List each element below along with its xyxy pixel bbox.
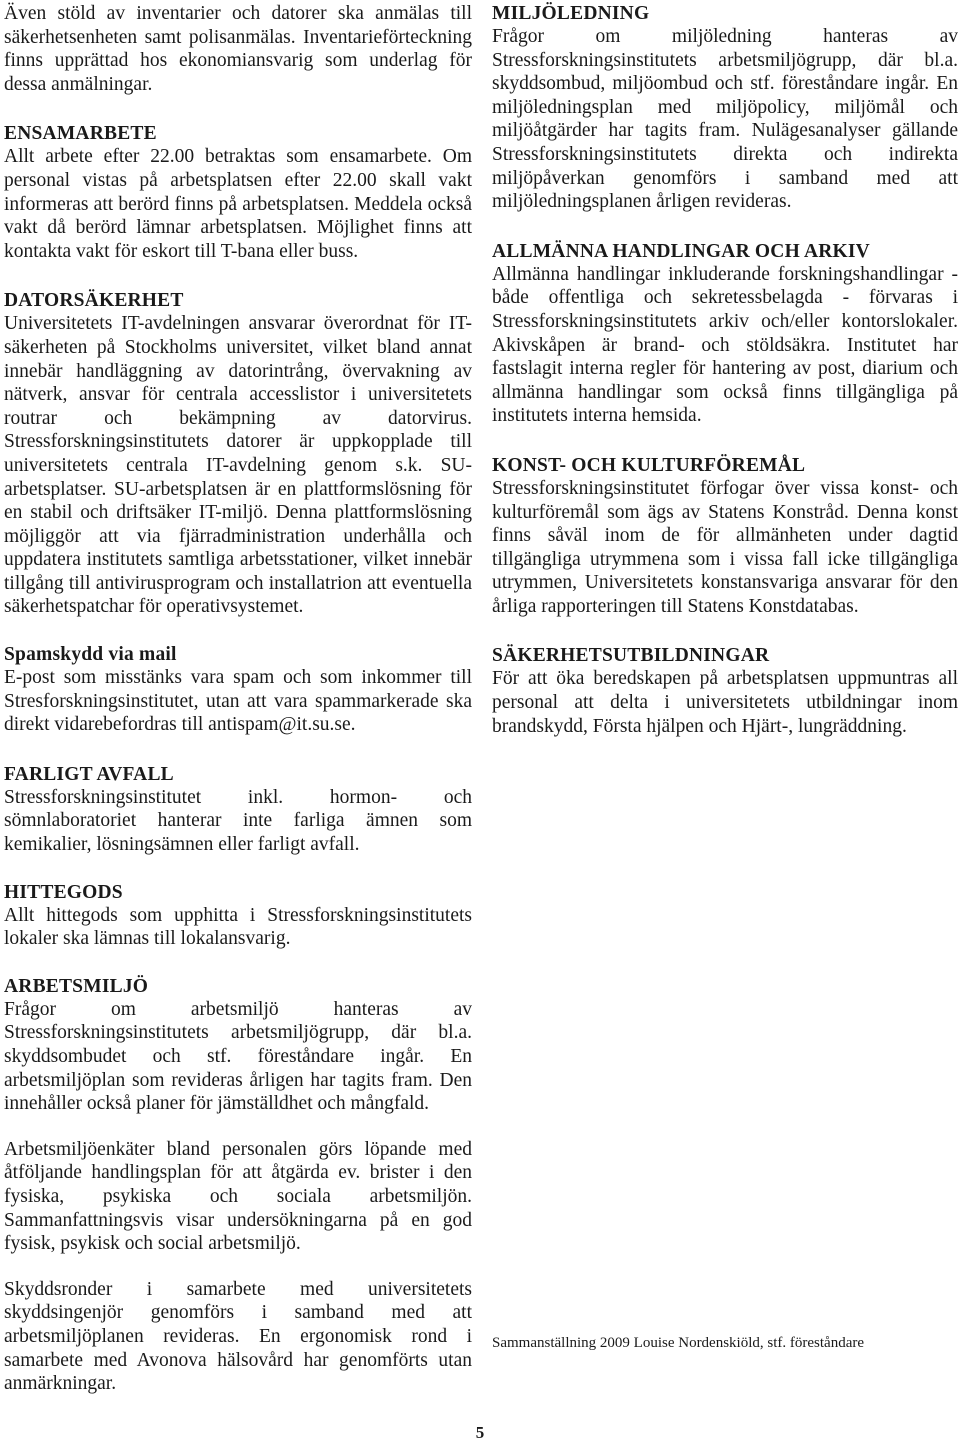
section-datorsakerhet <box>4 289 472 619</box>
section-hittegods <box>4 881 472 951</box>
section-heading: HITTEGODS <box>4 881 123 903</box>
section-text: Arbetsmiljöenkäter bland personalen görs löpande med åtföljande handlingsplan för att åtgärda ev. brister i den fysiska, psykiska och sociala arbetsmiljön. Sammanfattningsvis visar undersökningarna på en god fysisk, psykisk och social arbetsmiljö. <box>4 1138 472 1255</box>
section-text: Universitetets IT-avdelningen ansvarar överordnat för IT-säkerheten på Stockholms universitet, vilket bland annat innebär handläggning av datorintrång, övervakning av nätverk, ansvar för centrala accesslistor i universitetets routrar och bekämpning av datorvirus. Stressforskningsinstitutets datorer är uppkopplade till universitetets centrala IT-avdelning genom s.k. SU-arbetsplatser. SU-arbetsplatsen är en plattformslösning för en stabil och driftsäker IT-miljö. Denna plattformslösning möjliggör att via fjärradministration underhålla och uppdatera institutets samtliga arbetsstationer, vilket innebär tillgång till antivirusprogram och installatrion att eventuella säkerhetspatchar för operativsystemet. <box>4 313 472 618</box>
section-konst <box>492 454 958 619</box>
section-heading: KONST- OCH KULTURFÖREMÅL <box>492 454 806 476</box>
section-text: E-post som misstänks vara spam och som inkommer till Stresforskningsinstitutet, utan att vara spammarkerade ska direkt vidarebefordras till antispam@it.su.se. <box>4 667 472 736</box>
section-arbetsmiljoenkater <box>4 1138 472 1256</box>
section-skyddsronder <box>4 1278 472 1396</box>
section-farligt-avfall <box>4 763 472 857</box>
section-heading: FARLIGT AVFALL <box>4 763 174 785</box>
section-text: Stressforskningsinstitutet inkl. hormon- och sömnlaboratoriet hanterar inte farliga ämnen som kemikalier, lösningsämnen eller farligt avfall. <box>4 786 472 856</box>
footnote: Sammanställning 2009 Louise Nordenskiöld, stf. föreståndare <box>492 1335 865 1351</box>
section-text: Allmänna handlingar inkluderande forskningshandlingar - både offentliga och sekretessbelagda - förvaras i Stressforskningsinstitutets arkiv och/eller kontorslokaler. Akivskåpen är brand- och stöldsäkra. Institutet har fastslagit interna regler för hantering av post, diarium och allmänna handlingar som också finns tillgängliga på institutets interna hemsida. <box>492 263 958 427</box>
section-heading: ALLMÄNNA HANDLINGAR OCH ARKIV <box>492 240 870 262</box>
section-heading: ARBETSMILJÖ <box>4 975 149 997</box>
section-heading: DATORSÄKERHET <box>4 290 184 312</box>
section-arbetsmiljo <box>4 975 472 1116</box>
section-text: Skyddsronder i samarbete med universitetets skyddsingenjör genomförs i samband med att arbetsmiljöplanen revideras. En ergonomisk rond i samarbete med Avonova hälsovård har genomförts utan anmärkningar. <box>4 1278 472 1395</box>
section-miljoledning <box>492 2 958 214</box>
right-column <box>492 0 958 738</box>
section-text: Även stöld av inventarier och datorer ska anmälas till säkerhetsenheten samt polisanmälas. Inventarieförteckning finns upprättad hos ekonomiansvarig som underlag för dessa anmälningar. <box>4 3 472 95</box>
section-text: Allt arbete efter 22.00 betraktas som ensamarbete. Om personal vistas på arbetsplatsen efter 22.00 skall vakt informeras att berörd finns på arbetsplatsen. Meddela också vakt då berörd lämnar arbetsplatsen. Möjlighet finns att kontakta vakt för eskort till T-bana eller buss. <box>4 146 472 262</box>
section-heading: Spamskydd via mail <box>4 644 177 666</box>
section-stold <box>4 2 472 96</box>
section-text: Stressforskningsinstitutet förfogar över vissa konst- och kulturföremål som ägs av Statens Konstråd. Denna konst finns såväl inom de för allmänheten under dagtid tillgängliga utrymmena som i vissa fall icke tillgängliga utrymmen, Universitetets konstansvariga ansvarar för den årliga rapporteringen till Statens Konstdatabas. <box>492 477 958 617</box>
section-text: För att öka beredskapen på arbetsplatsen uppmuntras all personal att delta i universitetets utbildningar inom brandskydd, Första hjälpen och Hjärt-, lungräddning. <box>492 668 958 737</box>
section-text: Frågor om miljöledning hanteras av Stressforskningsinstitutets arbetsmiljögrupp, där bl.a. skyddsombud, miljöombud och stf. föreståndare ingår. En miljöledningsplan med miljöpolicy, miljömål och miljöåtgärder har tagits fram. Nulägesanalyser gällande Stressforskningsinstitutets direkta och indirekta miljöpåverkan genomförs i samband med att miljöledningsplanen årligen revideras. <box>492 26 958 213</box>
section-sakerhetsutbildningar <box>492 644 958 738</box>
section-heading: SÄKERHETSUTBILDNINGAR <box>492 645 770 667</box>
section-allmanna-handlingar <box>492 240 958 428</box>
section-text: Allt hittegods som upphitta i Stressforskningsinstitutets lokaler ska lämnas till lokalansvarig. <box>4 904 472 950</box>
section-text: Frågor om arbetsmiljö hanteras av Stressforskningsinstitutets arbetsmiljögrupp, där bl.a. skyddsombudet och stf. föreståndare ingår. En arbetsmiljöplan som revideras årligen har tagits fram. Den innehåller också planer för jämställdhet och mångfald. <box>4 998 472 1115</box>
section-spamskydd <box>4 643 472 737</box>
page-number: 5 <box>475 1423 485 1442</box>
section-heading: ENSAMARBETE <box>4 123 157 145</box>
left-column <box>4 0 472 1396</box>
section-ensamarbete <box>4 122 472 263</box>
section-heading: MILJÖLEDNING <box>492 3 650 24</box>
